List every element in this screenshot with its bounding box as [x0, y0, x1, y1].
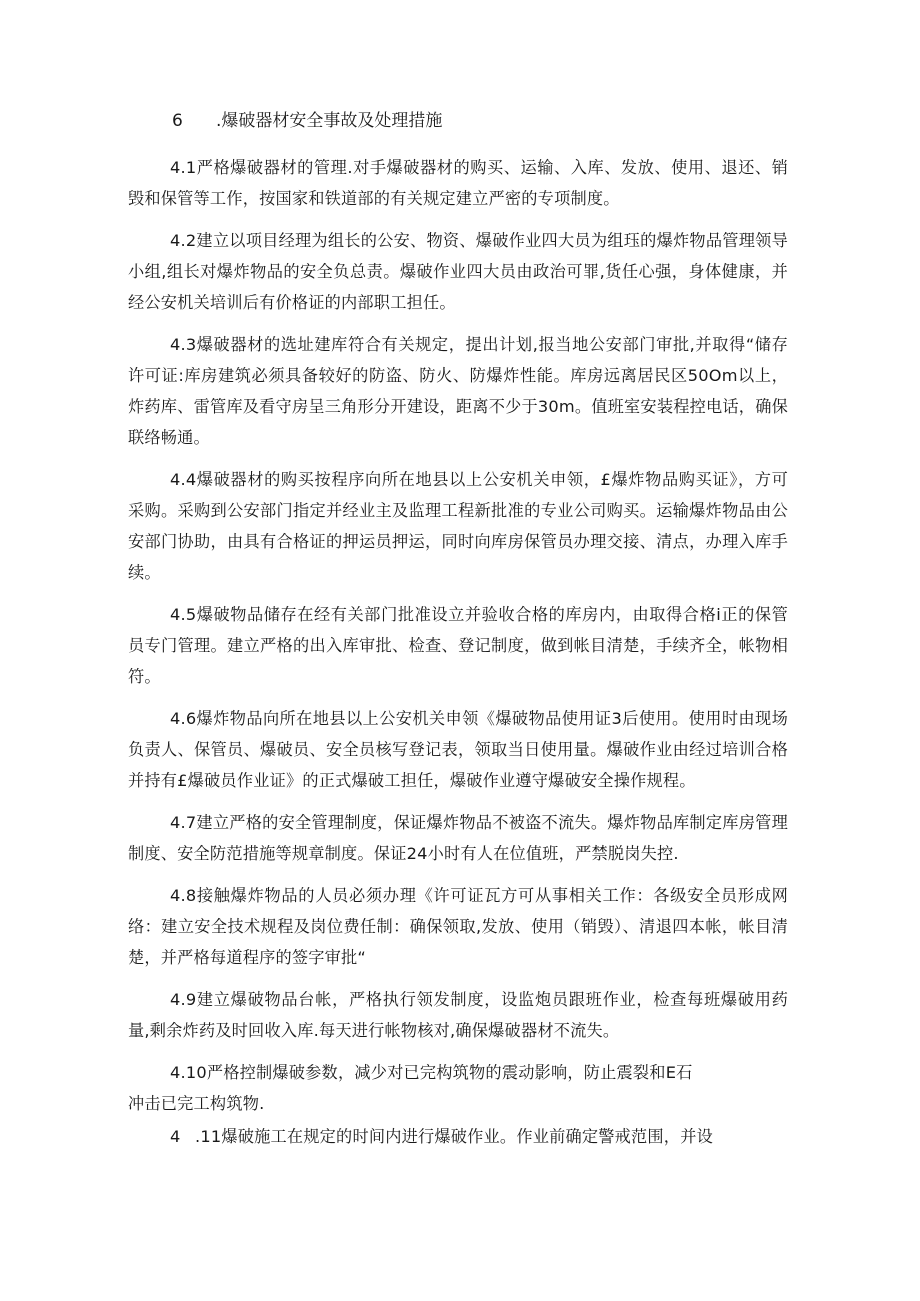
- paragraph-4-10-line-1: 4.10严格控制爆破参数，减少对已完构筑物的震动影响，防止震裂和E石: [170, 1063, 693, 1082]
- section-number: 6: [172, 111, 183, 131]
- paragraph-4-10-line-2: 冲击已完工构筑物.: [128, 1094, 265, 1113]
- paragraph-4-9: 4.9建立爆破物品台帐，严格执行领发制度，设监炮员跟班作业，检查每班爆破用药量,剩余炸药及时回收入库.每天进行帐物核对,确保爆破器材不流失。: [128, 990, 788, 1040]
- section-title: .爆破器材安全事故及处理措施: [216, 111, 443, 131]
- paragraph-4-8: 4.8接触爆炸物品的人员必须办理《许可证瓦方可从事相关工作：各级安全员形成网络：建立安全技术规程及岗位费任制：确保领取,发放、使用（销毁）、清退四本帐，帐目清楚，并严格每道程序的签字审批“: [128, 886, 788, 967]
- paragraph-4-1: 4.1严格爆破器材的管理.对手爆破器材的购买、运输、入库、发放、使用、退还、销毁和保管等工作，按国家和铁道部的有关规定建立严密的专项制度。: [128, 158, 788, 208]
- paragraph-4-11-text: .11爆破施工在规定的时间内进行爆破作业。作业前确定警戒范围，并设: [195, 1127, 713, 1146]
- paragraph-4-11-number: 4: [170, 1127, 181, 1146]
- paragraph-4-10: [128, 1057, 788, 1119]
- document-body: [128, 152, 788, 1152]
- paragraph-4-5: 4.5爆破物品储存在经有关部门批准设立并验收合格的库房内，由取得合格i正的保管员专门管理。建立严格的出入库审批、检查、登记制度，做到帐目清楚，手续齐全，帐物相符。: [128, 605, 788, 686]
- paragraph-4-2: 4.2建立以项目经理为组长的公安、物资、爆破作业四大员为组珏的爆炸物品管理领导小组,组长对爆炸物品的安全负总责。爆破作业四大员由政治可罪,货任心强，身体健康，并经公安机关培训后有价格证的内部职工担任。: [128, 231, 788, 312]
- paragraph-4-4: 4.4爆破器材的购买按程序向所在地县以上公安机关申领，£爆炸物品购买证》，方可采购。采购到公安部门指定并经业主及监理工程新批准的专业公司购买。运输爆炸物品由公安部门协助，由具有合格证的押运员押运，同时向库房保管员办理交接、清点，办理入库手续。: [128, 470, 788, 582]
- section-heading: [172, 109, 442, 133]
- paragraph-4-3: 4.3爆破器材的选址建库符合有关规定，提出计划,报当地公安部门审批,并取得“储存许可证:库房建筑必须具备较好的防盗、防火、防爆炸性能。库房远离居民区50Om以上，炸药库、雷管库及看守房呈三角形分开建设，距离不少于30m。值班室安装程控电话，确保联络畅通。: [128, 335, 788, 447]
- paragraph-4-7: 4.7建立严格的安全管理制度，保证爆炸物品不被盗不流失。爆炸物品库制定库房管理制度、安全防范措施等规章制度。保证24小时有人在位值班，严禁脱岗失控.: [128, 813, 788, 863]
- paragraph-4-6: 4.6爆炸物品向所在地县以上公安机关申领《爆破物品使用证3后使用。使用时由现场负责人、保管员、爆破员、安全员核写登记表，领取当日使用量。爆破作业由经过培训合格并持有£爆破员作业证》的正式爆破工担任，爆破作业遵守爆破安全操作规程。: [128, 709, 788, 790]
- paragraph-4-11: [128, 1121, 788, 1152]
